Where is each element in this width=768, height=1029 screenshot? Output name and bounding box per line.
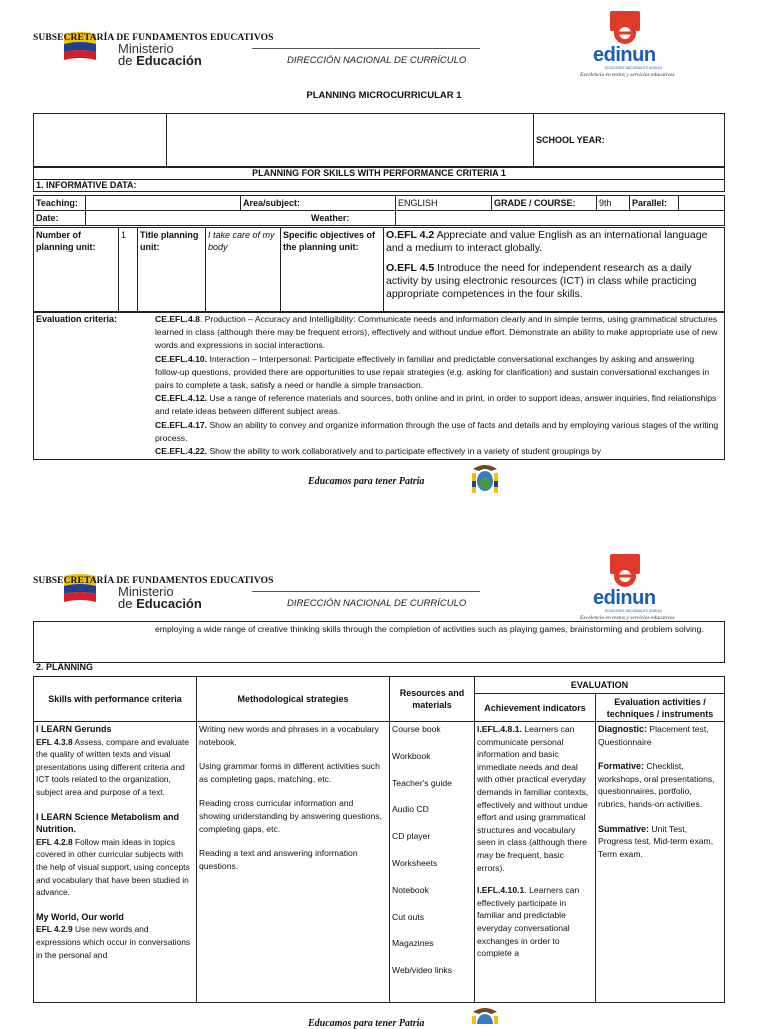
subsecretaria-label: SUBSECRETARÍA DE FUNDAMENTOS EDUCATIVOS [33, 33, 274, 43]
direccion-label: DIRECCIÓN NACIONAL DE CURRÍCULO [287, 55, 467, 66]
resource-item: Audio CD [392, 804, 429, 815]
edinun-logo-icon [610, 554, 640, 588]
col-evaluation-header: EVALUATION [475, 677, 725, 694]
evaluation-criteria-label: Evaluation criteria: [34, 312, 154, 460]
direccion-label: DIRECCIÓN NACIONAL DE CURRÍCULO [287, 598, 467, 609]
col-methods-header: Methodological strategies [197, 677, 390, 722]
criterion-5: CE.EFL.4.22. Show the ability to work collaboratively and to participate effectively in a variety of student groupings by [155, 446, 601, 457]
method-4: Reading a text and answering information questions. [199, 848, 358, 871]
criterion-continuation: employing a wide range of creative thinking skills through the completion of activities such as playing games, brainstorming and problem solving. [153, 622, 725, 663]
educacion-label: de Educación [118, 53, 202, 68]
specific-objectives-label: Specific objectives of the planning unit: [281, 228, 384, 313]
resource-item: Teacher's guide [392, 777, 452, 788]
edinun-logo-icon [610, 11, 640, 45]
objective-2: O.EFL 4.5 Introduce the need for independent research as a daily activity by using electronic resources (ICT) in class while practicing appropriate competences in the four skills. [386, 262, 697, 300]
teaching-value [86, 196, 241, 211]
informative-label: 1. INFORMATIVE DATA: [34, 180, 725, 192]
skill-1: I LEARN Gerunds EFL 4.3.8 Assess, compare and evaluate the quality of written texts and visual presentations using different criteria and ICT tools related to the organization, subject area and purpose of a text. [36, 724, 190, 797]
resource-item: Magazines [392, 938, 434, 949]
unit-number: 1 [119, 228, 138, 313]
teaching-label: Teaching: [34, 196, 86, 211]
resource-item: Cut outs [392, 911, 425, 922]
school-year-label: SCHOOL YEAR: [536, 135, 605, 145]
parallel-value [679, 196, 725, 211]
activity-formative: Formative: Checklist, workshops, oral presentations, questionnaires, portfolio, rubrics, hands-on activities. [598, 761, 715, 809]
weather-label: Weather: [311, 213, 350, 223]
achievement-1: I.EFL.4.8.1. Learners can communicate personal information and basic immediate needs and deal with other practical everyday demands in familiar contexts, effectively and without undue effort and using grammatical structures and vocabulary seen in class (although there may be frequent, basic errors). [477, 724, 589, 873]
skill-2: I LEARN Science Metabolism and Nutrition. EFL 4.2.8 Follow main ideas in topics covered in other curricular subjects with the help of visual support, using concepts and vocabulary that have been studied in advance. [36, 811, 190, 898]
resource-item: CD player [392, 831, 431, 842]
resource-item: Workbook [392, 750, 431, 761]
footer-motto: Educamos para tener Patria [308, 1018, 425, 1029]
footer-motto: Educamos para tener Patria [308, 476, 425, 487]
planning-title: PLANNING FOR SKILLS WITH PERFORMANCE CRITERIA 1 [34, 168, 725, 180]
date-value [86, 211, 396, 226]
header-rule [252, 48, 480, 49]
edinun-subtitle: EDICIONES NACIONALES UNIDAS [605, 66, 662, 70]
unit-title: I take care of my body [206, 228, 281, 313]
col-achievement-header: Achievement indicators [475, 694, 596, 722]
area-label: Area/subject: [241, 196, 396, 211]
achievement-2: I.EFL.4.10.1. Learners can effectively participate in familiar and predictable everyday conversational exchanges in order to complete a [477, 885, 580, 959]
planning-section-label: 2. PLANNING [36, 662, 94, 672]
evaluation-criteria-table [33, 311, 725, 460]
coat-of-arms-icon [469, 461, 501, 497]
criterion-3: CE.EFL.4.12. Use a range of reference materials and sources, both online and in print, in order to support ideas, answer inquiries, find relationships and relate ideas between different subject areas. [155, 393, 717, 417]
subsecretaria-label: SUBSECRETARÍA DE FUNDAMENTOS EDUCATIVOS [33, 576, 274, 586]
method-3: Reading cross curricular information and showing understanding by answering questions, completing gaps, etc. [199, 798, 382, 834]
grade-label: GRADE / COURSE: [492, 196, 597, 211]
skill-3: My World, Our world EFL 4.2.9 Use new words and expressions which occur in conversations in the personal and [36, 911, 191, 960]
col-resources-header: Resources and materials [390, 677, 475, 722]
method-2: Using grammar forms in different activities such as completing gaps, matching, etc. [199, 761, 380, 784]
area-value: ENGLISH [396, 196, 492, 211]
date-label: Date: [34, 211, 86, 226]
resources-cell [390, 722, 475, 1003]
edinun-slogan: Excelencia en textos y servicios educativos [580, 615, 675, 621]
skills-cell [34, 722, 197, 1003]
coat-of-arms-icon [469, 1004, 501, 1024]
number-unit-label: Number of planning unit: [34, 228, 119, 313]
edinun-brand: edinun [593, 587, 656, 609]
school-year-table [33, 113, 725, 167]
criterion-2: CE.EFL.4.10. Interaction – Interpersonal: Participate effectively in familiar and predictable conversational exchanges by asking and answering follow-up questions, provided there are opportunities to use repair strategies (e.g. asking for clarification) and sustain conversational exchanges in pairs to complete a task, satisfy a need or handle a simple transaction. [155, 353, 710, 391]
achievement-cell [475, 722, 596, 1003]
col-activities-header: Evaluation activities / techniques / instruments [596, 694, 725, 722]
criterion-1: CE.EFL.4.8. Production – Accuracy and Intelligibility: Communicate needs and information clearly and in simple terms, using grammatical structures learned in class (although there may be frequent errors), effectively and without undue effort. Demonstrate an ability to make appropriate use of new words and expressions in social interactions. [155, 314, 718, 351]
edinun-slogan: Excelencia en textos y servicios educativos [580, 72, 675, 78]
weather-value [396, 211, 725, 226]
parallel-label: Parallel: [630, 196, 679, 211]
educacion-label: de Educación [118, 596, 202, 611]
informative-table [33, 195, 725, 226]
activity-summative: Summative: Unit Test, Progress test, Mid-term exam, Term exam. [598, 823, 714, 859]
title-unit-label: Title planning unit: [138, 228, 206, 313]
resource-item: Worksheets [392, 857, 438, 868]
col-skills-header: Skills with performance criteria [34, 677, 197, 722]
resource-item: Notebook [392, 884, 429, 895]
unit-table [33, 227, 725, 313]
continuation-table [33, 621, 725, 663]
planning-title-table [33, 167, 725, 192]
page-title: PLANNING MICROCURRICULAR 1 [306, 90, 462, 101]
activities-cell [596, 722, 725, 1003]
planning-table [33, 676, 725, 1003]
grade-value: 9th [597, 196, 630, 211]
criterion-4: CE.EFL.4.17. Show an ability to convey and organize information through the use of facts and details and by employing various stages of the writing process. [155, 419, 719, 443]
edinun-subtitle: EDICIONES NACIONALES UNIDAS [605, 609, 662, 613]
methods-cell [197, 722, 390, 1003]
method-1: Writing new words and phrases in a vocabulary notebook. [199, 724, 379, 747]
objective-1: O.EFL 4.2 Appreciate and value English as an international language and a medium to interact globally. [386, 229, 708, 254]
resource-item: Web/video links [392, 965, 453, 976]
header-rule [252, 591, 480, 592]
ministerio-label: Ministerio [118, 584, 174, 599]
edinun-brand: edinun [593, 44, 656, 66]
resource-item: Course book [392, 724, 441, 734]
activity-diagnostic: Diagnostic: Placement test, Questionnaire [598, 724, 709, 747]
ministerio-label: Ministerio [118, 41, 174, 56]
